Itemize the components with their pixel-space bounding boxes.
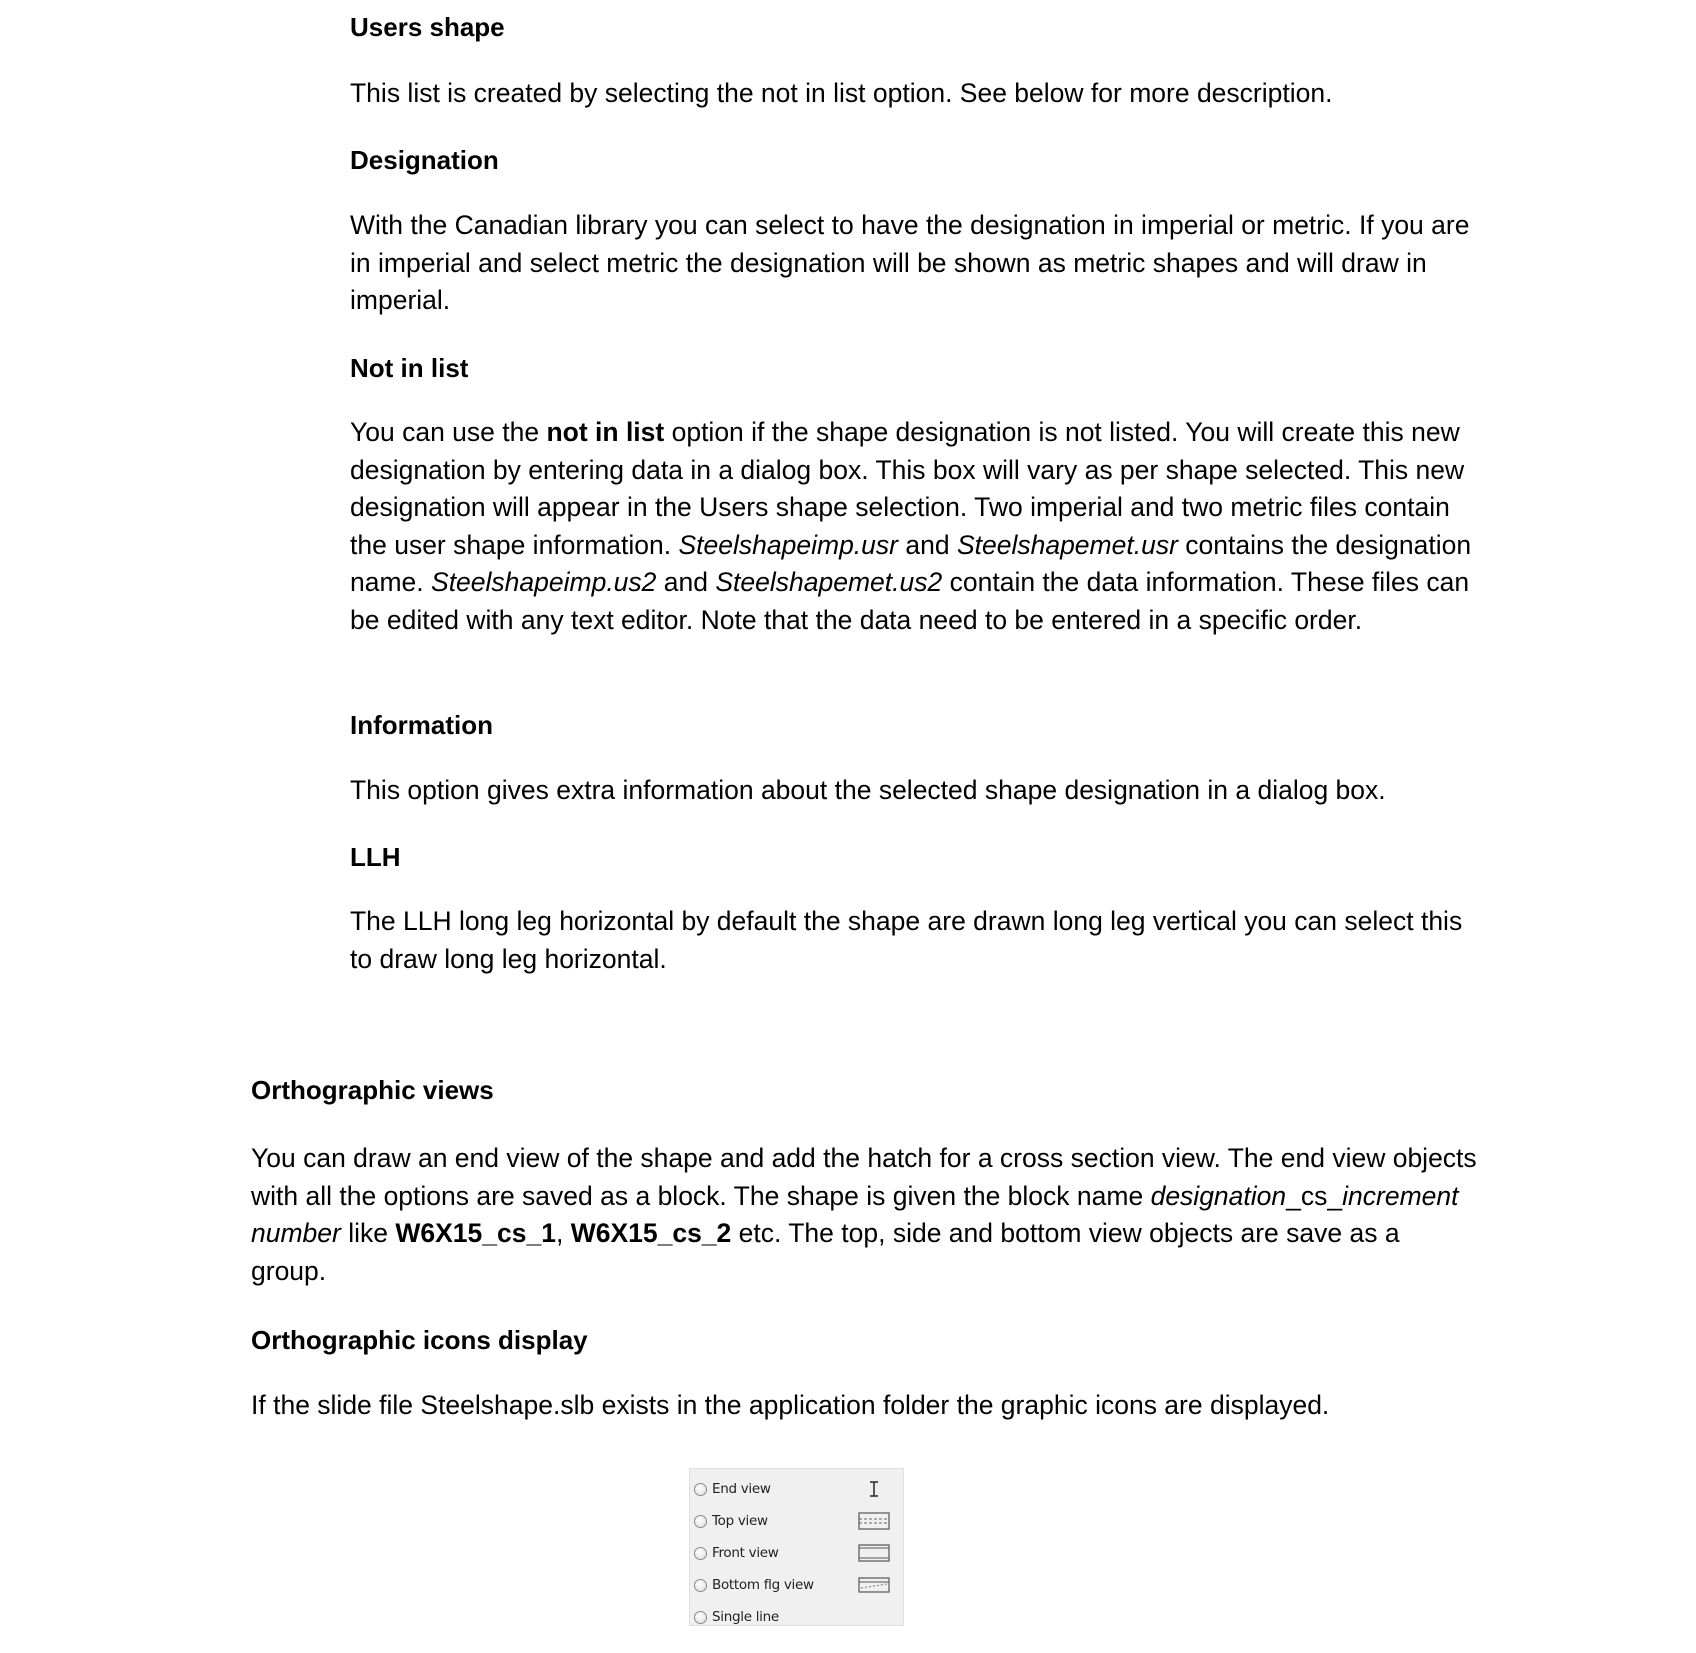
orthographic-icons-paragraph: If the slide file Steelshape.slb exists in the application folder the graphic icons are displayed.: [251, 1390, 1330, 1420]
users-shape-heading: Users shape: [350, 12, 505, 42]
i-beam-icon: [858, 1479, 890, 1499]
orthographic-views-heading: Orthographic views: [251, 1075, 494, 1105]
bottom-flg-view-option[interactable]: [694, 1574, 899, 1596]
orthographic-views-paragraph: You can draw an end view of the shape and add the hatch for a cross section view. The end view objects with all the options are saved as a block. The shape is given the block name designation_cs_increment number like W6X15_cs_1, W6X15_cs_2 etc. The top, side and bottom view objects are save as a group.: [251, 1143, 1477, 1286]
bottom-flange-view-icon: [858, 1575, 890, 1595]
not-in-list-paragraph: You can use the not in list option if the shape designation is not listed. You will create this new designation by entering data in a dialog box. This box will vary as per shape selected. This new designation will appear in the Users shape selection. Two imperial and two metric files contain the user shape information. Steelshapeimp.usr and Steelshapemet.usr contains the designation name. Steelshapeimp.us2 and Steelshapemet.us2 contain the data information. These files can be edited with any text editor. Note that the data need to be entered in a specific order.: [350, 417, 1472, 635]
end-view-label: End view: [712, 1481, 771, 1497]
designation-heading: Designation: [350, 145, 499, 175]
bottom-flg-view-label: Bottom flg view: [712, 1577, 814, 1593]
information-heading: Information: [350, 710, 493, 740]
single-line-radio[interactable]: [694, 1611, 707, 1624]
top-view-label: Top view: [712, 1513, 768, 1529]
users-shape-paragraph: This list is created by selecting the not in list option. See below for more description.: [350, 78, 1333, 108]
not-in-list-heading: Not in list: [350, 353, 469, 383]
orthographic-options-panel: [689, 1468, 904, 1626]
orthographic-icons-heading: Orthographic icons display: [251, 1325, 588, 1355]
end-view-radio[interactable]: [694, 1483, 707, 1496]
llh-heading: LLH: [350, 842, 401, 872]
front-view-radio[interactable]: [694, 1547, 707, 1560]
top-view-radio[interactable]: [694, 1515, 707, 1528]
single-line-option[interactable]: [694, 1606, 899, 1628]
top-view-option[interactable]: [694, 1510, 899, 1532]
end-view-option[interactable]: [694, 1478, 899, 1500]
bottom-flg-view-radio[interactable]: [694, 1579, 707, 1592]
front-view-icon: [858, 1543, 890, 1563]
designation-paragraph: With the Canadian library you can select to have the designation in imperial or metric. If you are in imperial and select metric the designation will be shown as metric shapes and will draw in imperial.: [350, 210, 1470, 316]
top-view-icon: [858, 1511, 890, 1531]
front-view-option[interactable]: [694, 1542, 899, 1564]
front-view-label: Front view: [712, 1545, 779, 1561]
single-line-label: Single line: [712, 1609, 779, 1625]
information-paragraph: This option gives extra information about the selected shape designation in a dialog box.: [350, 775, 1386, 805]
llh-paragraph: The LLH long leg horizontal by default the shape are drawn long leg vertical you can select this to draw long leg horizontal.: [350, 906, 1463, 974]
